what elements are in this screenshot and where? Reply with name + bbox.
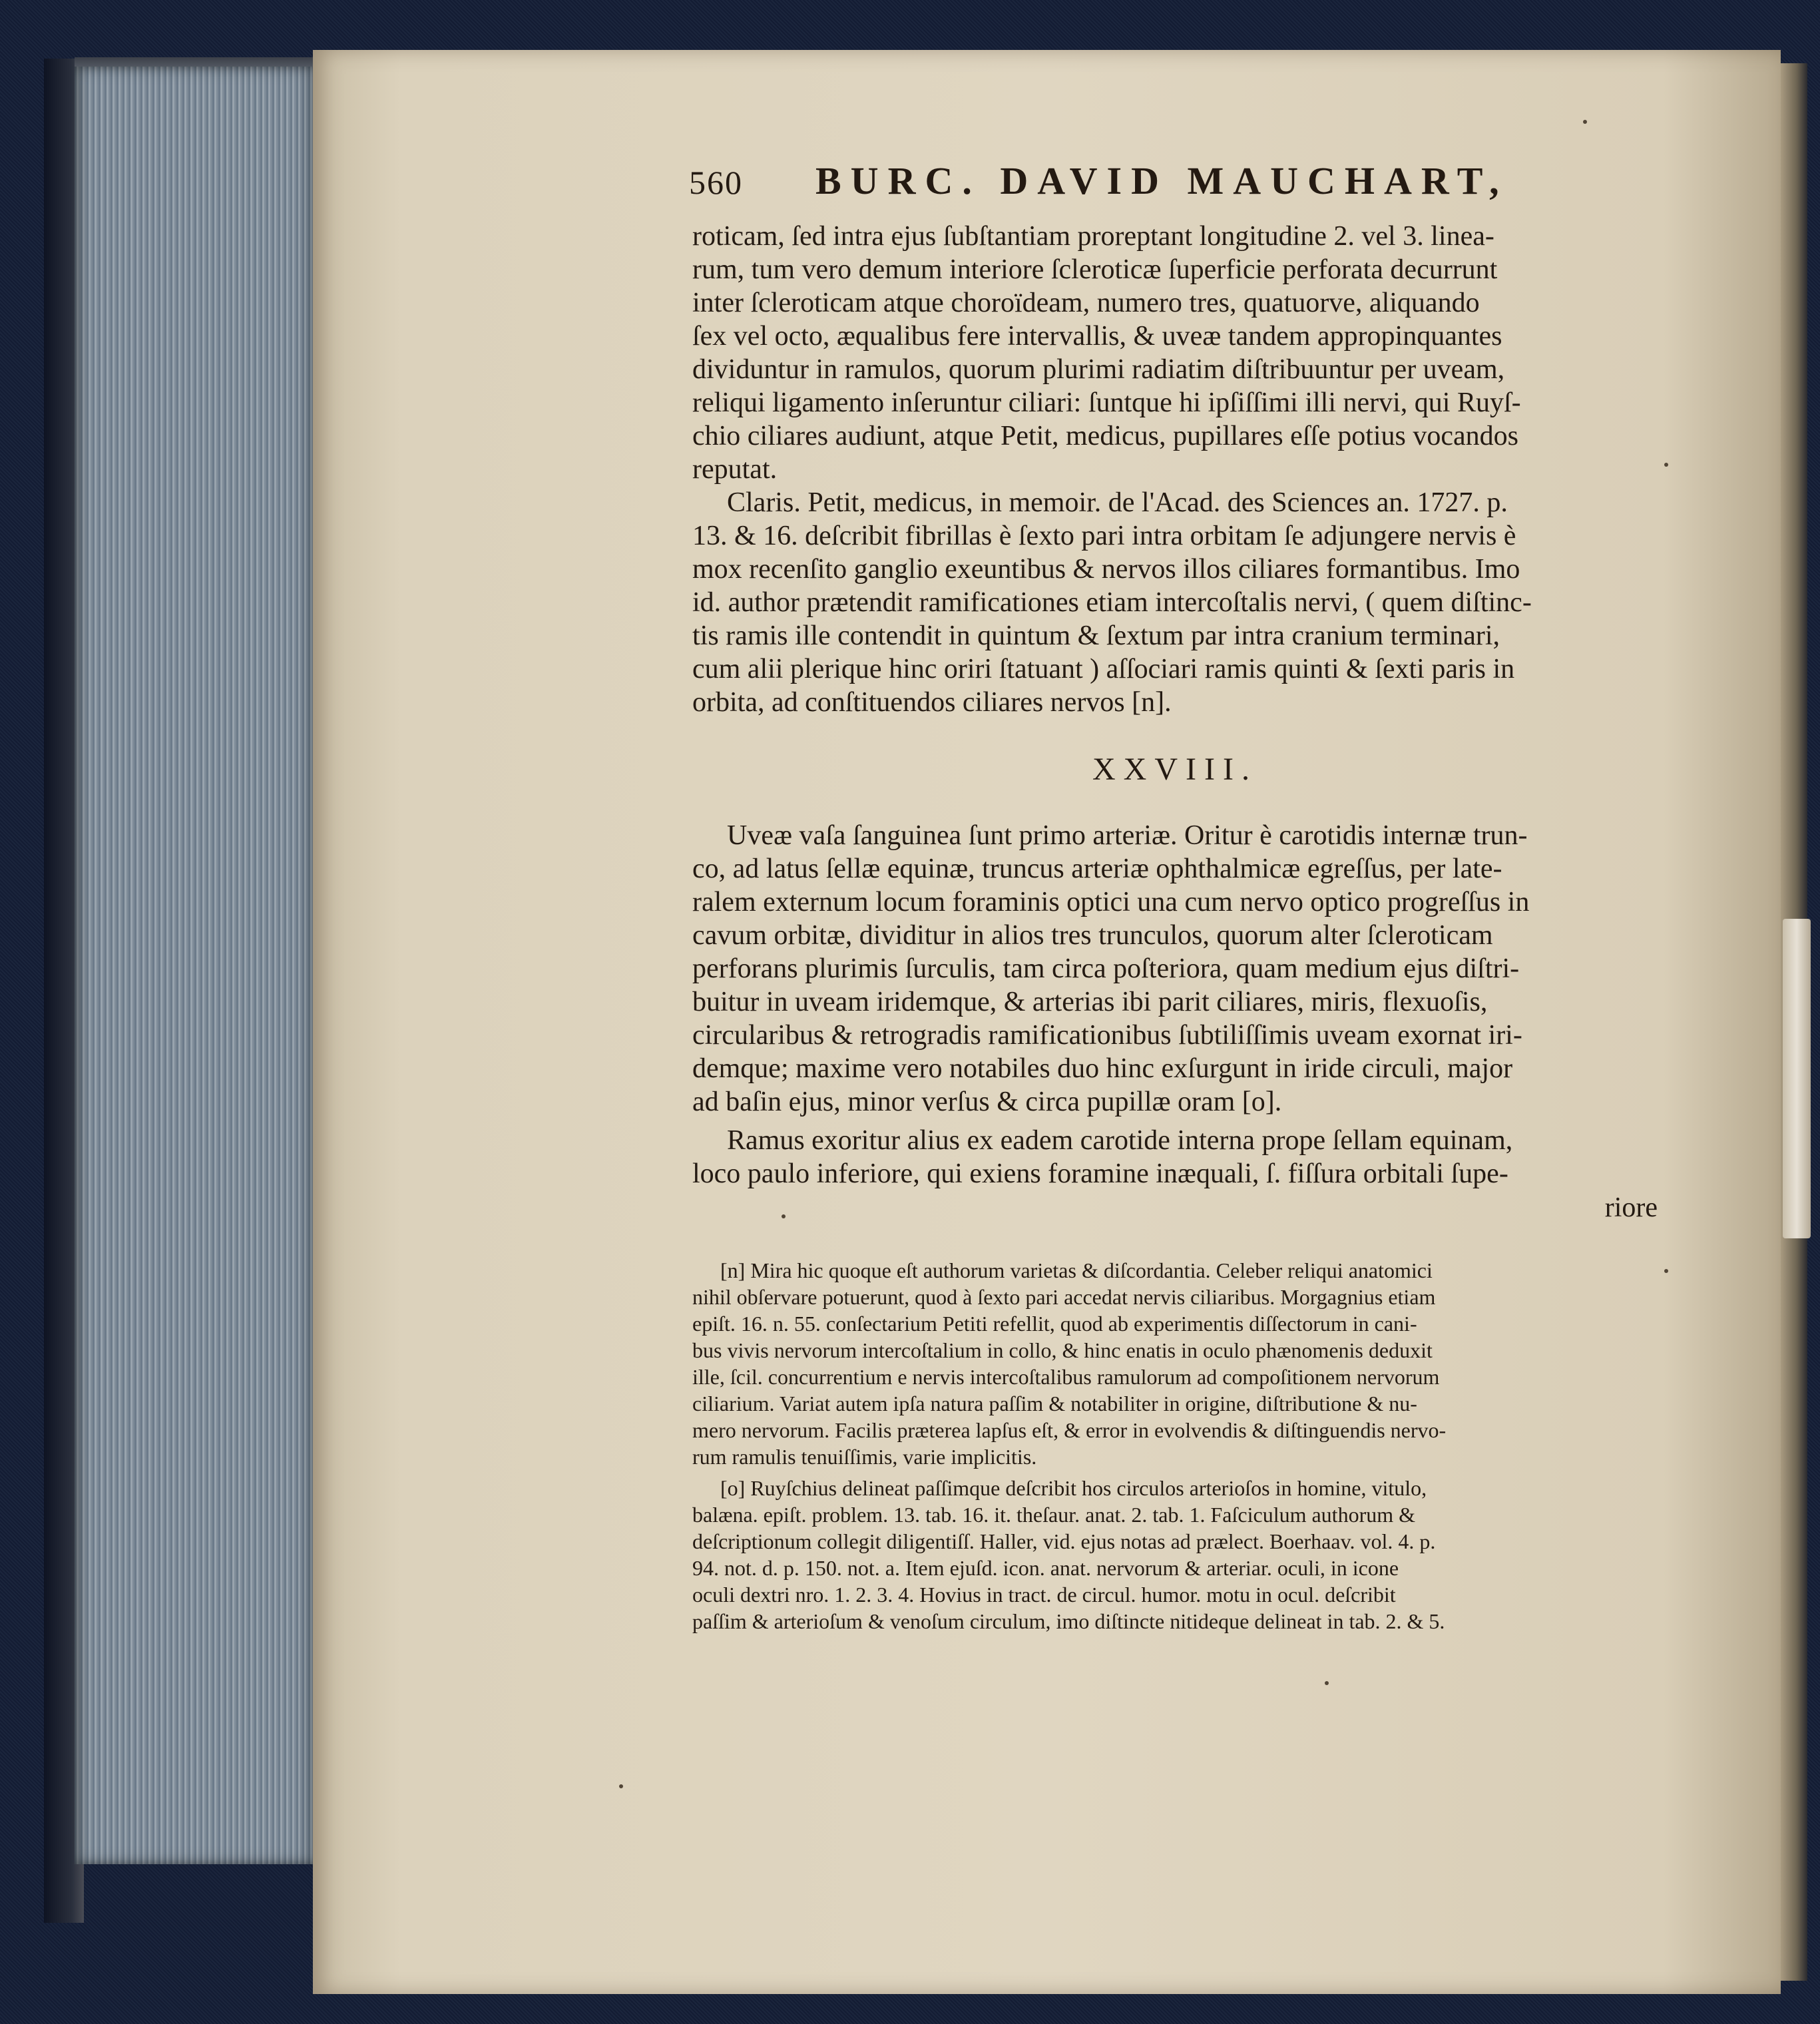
footnote-line: epiſt. 16. n. 55. conſectarium Petiti refellit, quod ab experimentis diſſectorum in cani- — [692, 1312, 1417, 1336]
footnote-line: ciliarium. Variat autem ipſa natura paſſim & notabiliter in origine, diſtributione & nu- — [692, 1392, 1417, 1415]
text-line: perforans plurimis ſurculis, tam circa poſteriora, quam medium ejus diſtri- — [692, 953, 1520, 984]
text-line: dividuntur in ramulos, quorum plurimi radiatim diſtribuuntur per uveam, — [692, 354, 1505, 385]
paper-speck — [1583, 120, 1587, 124]
footnote-line: deſcriptionum collegit diligentiſſ. Haller, vid. ejus notas ad prælect. Boerhaav. vol. 4. p. — [692, 1529, 1436, 1553]
running-head: BURC. DAVID MAUCHART, — [815, 159, 1508, 202]
footnote-line: [n] Mira hic quoque eſt authorum varietas & diſcordantia. Celeber reliqui anatomici — [720, 1258, 1433, 1282]
footnote-line: paſſim & arterioſum & venoſum circulum, imo diſtincte nitideque delineat in tab. 2. & 5. — [692, 1609, 1445, 1633]
text-line: chio ciliares audiunt, atque Petit, medicus, pupillares eſſe potius vocandos — [692, 421, 1519, 451]
text-line: Claris. Petit, medicus, in memoir. de l'Acad. des Sciences an. 1727. p. — [727, 487, 1508, 518]
paper-speck — [1664, 1269, 1668, 1273]
footnote-line: ille, ſcil. concurrentium e nervis intercoſtalibus ramulorum ad compoſitionem nervorum — [692, 1365, 1440, 1389]
page-edges — [75, 67, 322, 1864]
text-line: buitur in uveam iridemque, & arterias ibi parit ciliares, miris, flexuoſis, — [692, 987, 1488, 1017]
text-line: loco paulo inferiore, qui exiens foramine inæquali, ſ. fiſſura orbitali ſupe- — [692, 1158, 1508, 1189]
text-line: rum, tum vero demum interiore ſcleroticæ ſuperficie perforata decurrunt — [692, 254, 1498, 285]
footnote-line: rum ramulis tenuiſſimis, varie implicitis. — [692, 1445, 1037, 1469]
paragraph-2 — [692, 486, 1658, 719]
footnote-line: 94. not. d. p. 150. not. a. Item ejuſd. icon. anat. nervorum & arteriar. oculi, in icone — [692, 1556, 1399, 1580]
footnote-n — [692, 1257, 1661, 1470]
paper-speck — [1664, 463, 1668, 467]
text-line: circularibus & retrogradis ramificationibus ſubtiliſſimis uveam exornat iri- — [692, 1020, 1522, 1051]
paragraph-1 — [692, 220, 1658, 486]
paper-speck — [1325, 1681, 1329, 1685]
text-line: Uveæ vaſa ſanguinea ſunt primo arteriæ. Oritur è carotidis internæ trun- — [727, 820, 1528, 851]
footnote-line: bus vivis nervorum intercoſtalium in collo, & hinc enatis in oculo phænomenis deduxit — [692, 1338, 1433, 1362]
text-line: ad baſin ejus, minor verſus & circa pupillæ oram [o]. — [692, 1087, 1282, 1117]
paper-speck — [782, 1214, 786, 1218]
page-header — [689, 158, 1654, 205]
text-line: inter ſcleroticam atque choroïdeam, numero tres, quatuorve, aliquando — [692, 288, 1480, 318]
text-line: demque; maxime vero notabiles duo hinc exſurgunt in iride circuli, major — [692, 1053, 1513, 1084]
text-line: cavum orbitæ, dividitur in alios tres trunculos, quorum alter ſcleroticam — [692, 920, 1493, 951]
text-line: mox recenſito ganglio exeuntibus & nervos illos ciliares formantibus. Imo — [692, 554, 1520, 585]
page-holder-strip — [1783, 919, 1811, 1238]
footnote-line: mero nervorum. Facilis præterea lapſus eſt, & error in evolvendis & diſtinguendis nervo- — [692, 1418, 1447, 1442]
section-paragraph-2 — [692, 1124, 1658, 1190]
text-line: reputat. — [692, 454, 778, 485]
catchword: riore — [1604, 1192, 1658, 1223]
text-line: cum alii plerique hinc oriri ſtatuant ) aſſociari ramis quinti & ſexti paris in — [692, 654, 1515, 684]
footnote-line: [o] Ruyſchius delineat paſſimque deſcribit hos circulos arterioſos in homine, vitulo, — [720, 1476, 1427, 1500]
section-paragraph-1 — [692, 819, 1658, 1119]
text-line: reliqui ligamento inſeruntur ciliari: ſuntque hi ipſiſſimi illi nervi, qui Ruyſ- — [692, 387, 1521, 418]
text-line: id. author prætendit ramificationes etiam intercoſtalis nervi, ( quem diſtinc- — [692, 587, 1532, 618]
text-line: tis ramis ille contendit in quintum & ſextum par intra cranium terminari, — [692, 621, 1500, 651]
paper-speck — [619, 1784, 623, 1788]
text-line: Ramus exoritur alius ex eadem carotide interna prope ſellam equinam, — [727, 1125, 1513, 1156]
page-number: 560 — [689, 164, 743, 201]
text-line: roticam, ſed intra ejus ſubſtantiam proreptant longitudine 2. vel 3. linea- — [692, 221, 1494, 252]
footnote-line: nihil obſervare potuerunt, quod à ſexto pari accedat nervis ciliaribus. Morgagnius etiam — [692, 1285, 1436, 1309]
footnote-line: balæna. epiſt. problem. 13. tab. 16. it. theſaur. anat. 2. tab. 1. Faſciculum authorum & — [692, 1503, 1415, 1527]
section-heading: XXVIII. — [1092, 752, 1257, 787]
footnote-o — [692, 1475, 1661, 1635]
text-line: ſex vel octo, æqualibus fere intervallis, & uveæ tandem appropinquantes — [692, 321, 1502, 352]
text-line: orbita, ad conſtituendos ciliares nervos [n]. — [692, 687, 1172, 718]
text-line: ralem externum locum foraminis optici una cum nervo optico progreſſus in — [692, 887, 1530, 917]
footnote-line: oculi dextri nro. 1. 2. 3. 4. Hovius in tract. de circul. humor. motu in ocul. deſcribit — [692, 1583, 1396, 1607]
text-line: 13. & 16. deſcribit fibrillas è ſexto pari intra orbitam ſe adjungere nervis è — [692, 521, 1516, 551]
text-line: co, ad latus ſellæ equinæ, truncus arteriæ ophthalmicæ egreſſus, per late- — [692, 854, 1502, 884]
